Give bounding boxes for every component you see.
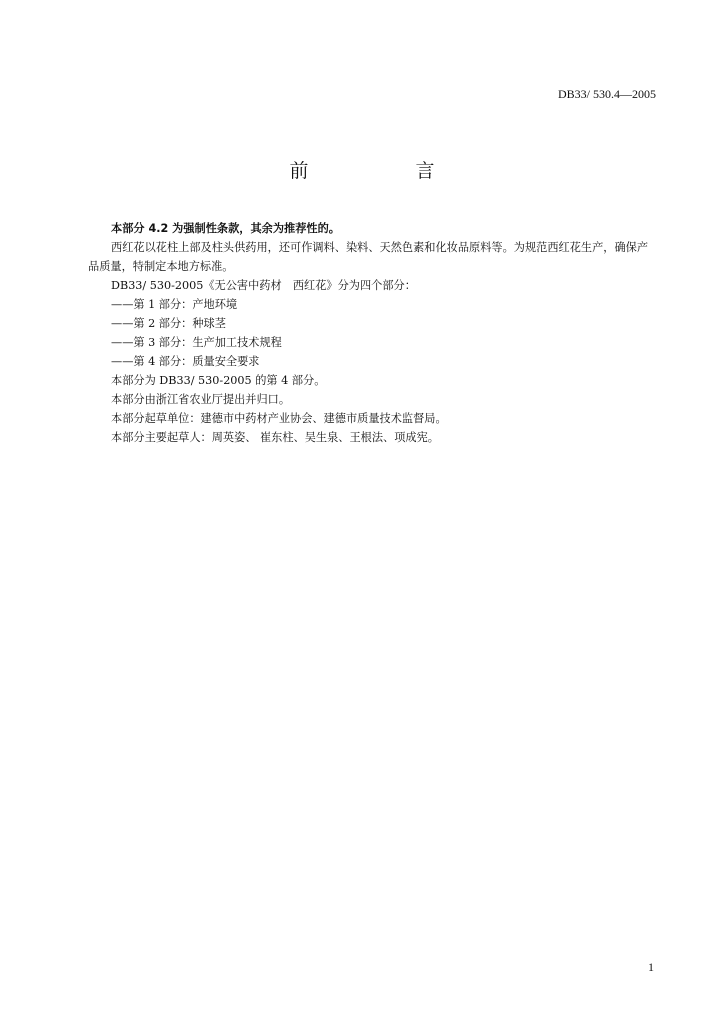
paragraph-parts-intro: DB33/ 530-2005《无公害中药材 西红花》分为四个部分： bbox=[111, 279, 416, 292]
paragraph-part-4: ——第 4 部分：质量安全要求 bbox=[111, 355, 260, 368]
paragraph-part-1: ——第 1 部分：产地环境 bbox=[111, 298, 238, 311]
paragraph-part-2: ——第 2 部分：种球茎 bbox=[111, 317, 226, 330]
page-number: 1 bbox=[648, 960, 654, 974]
paragraph-mandatory-clause: 本部分 4.2 为强制性条款，其余为推荐性的。 bbox=[111, 222, 340, 235]
paragraph-part-3: ——第 3 部分：生产加工技术规程 bbox=[111, 336, 282, 349]
paragraph-purpose: 西红花以花柱上部及柱头供药用，还可作调料、染料、天然色素和化妆品原料等。为规范西红花生产，确保产品质量，特制定本地方标准。 bbox=[88, 241, 649, 273]
foreword-body bbox=[88, 219, 658, 447]
paragraph-drafters: 本部分主要起草人：周英姿、 崔东柱、吴生泉、王根法、项成宪。 bbox=[111, 431, 439, 444]
paragraph-drafting-units: 本部分起草单位：建德市中药材产业协会、建德市质量技术监督局。 bbox=[111, 412, 447, 425]
standard-number: DB33/ 530.4—2005 bbox=[557, 87, 656, 101]
page-title: 前 言 bbox=[289, 160, 479, 182]
paragraph-this-part: 本部分为 DB33/ 530-2005 的第 4 部分。 bbox=[111, 374, 326, 387]
paragraph-proposer: 本部分由浙江省农业厅提出并归口。 bbox=[111, 393, 291, 406]
